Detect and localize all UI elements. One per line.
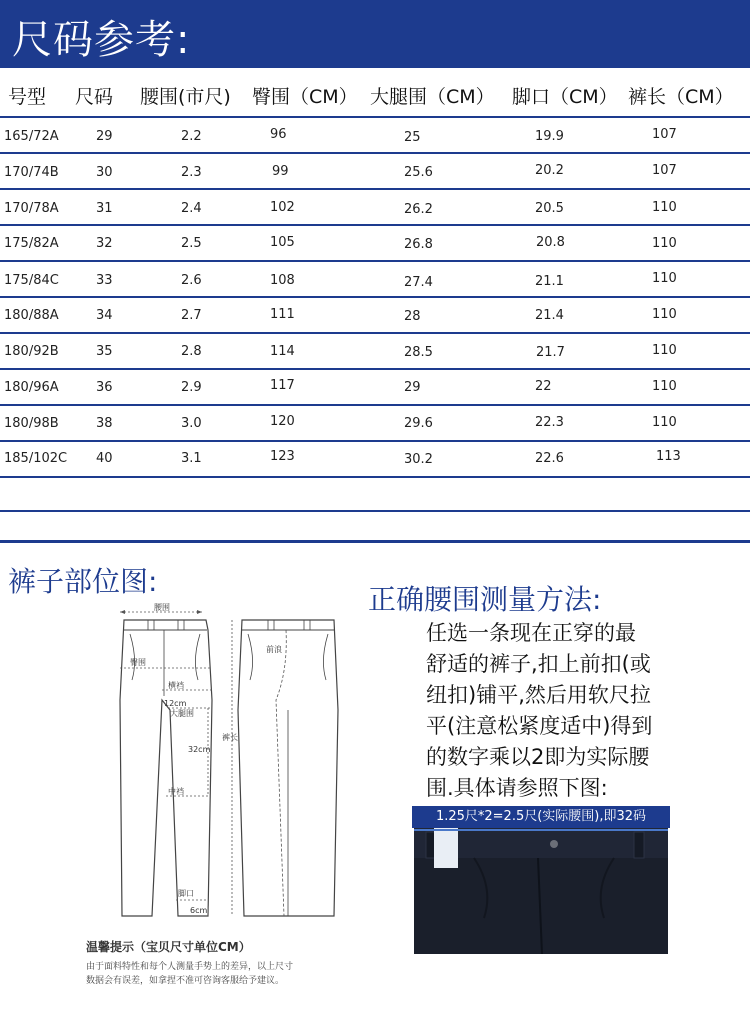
- cell-model: 180/88A: [4, 308, 59, 323]
- column-header-waist: 腰围(市尺): [140, 86, 231, 108]
- cell-waist: 3.0: [181, 416, 202, 431]
- cell-length: 110: [652, 415, 677, 430]
- cell-waist: 2.8: [181, 344, 202, 359]
- cell-thigh: 27.4: [404, 275, 433, 290]
- label-measure-32: 32cm: [188, 745, 211, 754]
- belt-loop: [148, 620, 154, 630]
- table-row: [0, 118, 750, 154]
- cell-thigh: 29.6: [404, 416, 433, 431]
- method-line: 纽扣)铺平,然后用软尺拉: [426, 683, 651, 707]
- label-hip: 臀围: [130, 658, 146, 667]
- table-row: [0, 154, 750, 190]
- label-measure-12: 12cm: [164, 699, 187, 708]
- cell-size: 36: [96, 380, 113, 395]
- cell-hem: 20.8: [536, 235, 565, 250]
- cell-hip: 105: [270, 235, 295, 250]
- cell-model: 175/82A: [4, 236, 59, 251]
- table-row: [0, 190, 750, 226]
- label-measure-6: 6cm: [190, 906, 208, 915]
- tips-title: 温馨提示（宝贝尺寸单位CM）: [86, 940, 251, 954]
- table-divider: [0, 510, 750, 512]
- table-row: [0, 262, 750, 298]
- method-description: [426, 618, 696, 804]
- cell-length: 110: [652, 236, 677, 251]
- page-title: 尺码参考:: [12, 17, 191, 63]
- tips-line: 由于面料特性和每个人测量手势上的差异，以上尺寸: [86, 962, 294, 972]
- label-front-rise: 前浪: [266, 645, 282, 654]
- method-line: 舒适的裤子,扣上前扣(或: [426, 652, 651, 676]
- table-row: [0, 334, 750, 370]
- title-banner: [0, 0, 750, 68]
- cell-thigh: 28: [404, 309, 421, 324]
- cell-hem: 19.9: [535, 129, 564, 144]
- cell-hip: 120: [270, 414, 295, 429]
- diagram-title: 裤子部位图:: [8, 565, 158, 598]
- pants-diagram: [108, 600, 358, 930]
- cell-length: 110: [652, 200, 677, 215]
- pants-photo-illustration: [414, 828, 668, 954]
- table-header: [0, 70, 750, 118]
- front-rise-line: [276, 630, 286, 916]
- cell-thigh: 26.8: [404, 237, 433, 252]
- cell-thigh: 29: [404, 380, 421, 395]
- cell-length: 107: [652, 163, 677, 178]
- section-divider: [0, 540, 750, 543]
- measurement-caption: 1.25尺*2=2.5尺(实际腰围),即32码: [412, 806, 670, 828]
- table-row: [0, 226, 750, 262]
- cell-length: 110: [652, 379, 677, 394]
- cell-length: 110: [652, 343, 677, 358]
- cell-waist: 2.9: [181, 380, 202, 395]
- cell-hip: 114: [270, 344, 295, 359]
- cell-thigh: 25.6: [404, 165, 433, 180]
- cell-hip: 117: [270, 378, 295, 393]
- cell-hem: 21.4: [535, 308, 564, 323]
- cell-size: 34: [96, 308, 113, 323]
- cell-thigh: 30.2: [404, 452, 433, 467]
- cell-size: 30: [96, 165, 113, 180]
- tips-line: 数据会有误差，如拿捏不准可咨询客服给予建议。: [86, 976, 285, 986]
- front-pocket-right: [195, 634, 200, 680]
- cell-hip: 102: [270, 200, 295, 215]
- cell-size: 33: [96, 273, 113, 288]
- cell-hip: 96: [270, 127, 287, 142]
- cell-size: 29: [96, 129, 113, 144]
- cell-length: 110: [652, 271, 677, 286]
- method-title: 正确腰围测量方法:: [368, 583, 602, 616]
- pants-waist-photo: [414, 828, 668, 954]
- cell-hem: 22.6: [535, 451, 564, 466]
- cell-length: 113: [656, 449, 681, 464]
- cell-waist: 2.4: [181, 201, 202, 216]
- cell-size: 40: [96, 451, 113, 466]
- method-line: 平(注意松紧度适中)得到: [426, 714, 653, 738]
- table-row: [0, 406, 750, 442]
- table-row: [0, 370, 750, 406]
- label-waist: 腰围: [154, 603, 170, 612]
- cell-thigh: 25: [404, 130, 421, 145]
- belt-loop: [304, 620, 310, 630]
- cell-waist: 2.3: [181, 165, 202, 180]
- cell-model: 180/92B: [4, 344, 59, 359]
- label-crotch: 横裆: [168, 681, 184, 690]
- cell-length: 107: [652, 127, 677, 142]
- label-length: 裤长: [222, 733, 238, 742]
- side-pocket-left: [248, 634, 253, 680]
- cell-size: 31: [96, 201, 113, 216]
- cell-waist: 2.6: [181, 273, 202, 288]
- label-knee: 中裆: [168, 787, 184, 796]
- method-line: 围.具体请参照下图:: [426, 776, 608, 800]
- cell-hem: 21.1: [535, 274, 564, 289]
- cell-size: 35: [96, 344, 113, 359]
- method-line: 的数字乘以2即为实际腰: [426, 745, 650, 769]
- cell-waist: 2.7: [181, 308, 202, 323]
- label-thigh: 大腿围: [170, 709, 194, 718]
- column-header-model: 号型: [8, 86, 47, 108]
- column-header-size: 尺码: [75, 86, 114, 108]
- cell-waist: 3.1: [181, 451, 202, 466]
- column-header-hip: 臀围（CM）: [252, 86, 358, 108]
- cell-hip: 99: [272, 164, 289, 179]
- belt-loop: [268, 620, 274, 630]
- cell-waist: 2.2: [181, 129, 202, 144]
- cell-hem: 20.2: [535, 163, 564, 178]
- cell-hem: 22: [535, 379, 552, 394]
- table-row: [0, 298, 750, 334]
- table-row: [0, 442, 750, 478]
- front-pocket-left: [130, 634, 135, 680]
- tips-text: [86, 960, 366, 988]
- cell-model: 180/96A: [4, 380, 59, 395]
- method-line: 任选一条现在正穿的最: [426, 621, 636, 645]
- cell-model: 165/72A: [4, 129, 59, 144]
- cell-hip: 108: [270, 273, 295, 288]
- belt-loop: [178, 620, 184, 630]
- cell-model: 180/98B: [4, 416, 59, 431]
- cell-model: 175/84C: [4, 273, 59, 288]
- cell-hip: 111: [270, 307, 295, 322]
- cell-length: 110: [652, 307, 677, 322]
- column-header-hem: 脚口（CM）: [512, 86, 618, 108]
- cell-hip: 123: [270, 449, 295, 464]
- cell-model: 170/74B: [4, 165, 59, 180]
- side-pocket-right: [323, 634, 328, 680]
- label-hem: 脚口: [178, 889, 194, 898]
- cell-size: 32: [96, 236, 113, 251]
- cell-model: 170/78A: [4, 201, 59, 216]
- cell-thigh: 26.2: [404, 202, 433, 217]
- cell-size: 38: [96, 416, 113, 431]
- column-header-thigh: 大腿围（CM）: [370, 86, 495, 108]
- cell-thigh: 28.5: [404, 345, 433, 360]
- cell-hem: 22.3: [535, 415, 564, 430]
- cell-model: 185/102C: [4, 451, 68, 466]
- column-header-length: 裤长（CM）: [628, 86, 734, 108]
- cell-waist: 2.5: [181, 236, 202, 251]
- cell-hem: 21.7: [536, 345, 565, 360]
- cell-hem: 20.5: [535, 201, 564, 216]
